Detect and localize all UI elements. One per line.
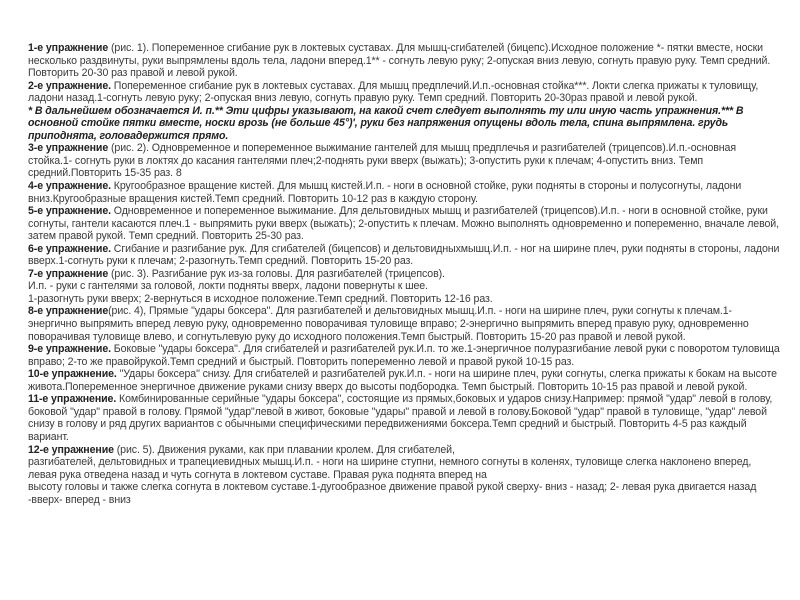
exercise-5 [28,205,780,243]
exercise-text: Кругообразное вращение кистей. Для мышц кистей.И.п. - ноги в основной стойке, руки подняты в стороны и полусогнуты, ладони вниз.Кругообразные вращения кистей.Темп средний. Повторить 10-12 раз в каждую сторону. [28,180,742,205]
exercise-7-start: И.п. - руки с гантелями за головой, локти подняты вверх, ладони повернуты к шее. [28,280,428,293]
exercise-10 [28,368,780,393]
exercise-title: 8-е упражнение [28,305,109,318]
exercise-12-start: разгибателей, дельтовидных и трапециевидных мышц.И.п. - ноги на ширине ступни, немного согнуты в коленях, туловище слегка наклонено вперед, левая рука отведена назад и чуть согнута в локтевом суставе. Правая рука поднята вперед на [28,456,752,481]
exercise-8 [28,305,780,343]
exercise-text: Комбинированные серийные "удары боксера", состоящие из прямых,боковых и ударов снизу.Например: прямой "удар" левой в голову, боковой "удар" правой в голову. Прямой "удар"левой в живот, боковые "удары" правой и левой в голову.Боковой "удар" правой в туловище, "удар" левой снизу в голову и ряд других вариантов с обычными специфическими передвижениями боксера.Темп средний и быстрый. Повторить 4-5 раз каждый вариант. [28,393,773,443]
exercise-title: 7-е упражнение [28,267,109,280]
exercise-text: Боковые "удары боксера". Для сгибателей и разгибателей рук.И.п. то же.1-энергичное полуразгибание левой руки с поворотом туловища вправо; 2-то же правойрукой.Темп средний и быстрый. Повторить попеременно левой и правой рукой 10-15 раз. [28,343,780,368]
exercise-11 [28,393,780,443]
exercise-title: 2-е упражнение. [28,79,111,92]
exercise-title: 1-е упражнение [28,42,109,54]
document-body [28,42,780,506]
exercise-text: (рис. 3). Разгибание рук из-за головы. Для разгибателей (трицепсов). [108,267,445,280]
exercise-6 [28,243,780,268]
exercise-title: 12-е упражнение [28,443,114,456]
exercise-text: "Удары боксера" снизу. Для сгибателей и разгибателей рук.И.п. - ноги на ширине плеч, руки согнуты, слегка прижаты к бокам на высоте живота.Попеременное энергичное движение руками снизу вверх до высоты подбородка. Темп быстрый. Повторить 10-15 раз правой и левой рукой. [28,368,777,393]
exercise-text: Попеременное сгибание рук в локтевых суставах. Для мышц предплечий.И.п.-основная стойка***. Локти слегка прижаты к туловищу, ладони назад.1-согнуть левую руку; 2-опуская вниз левую, согнуть правую руку. Темп средний. Повторить 20-30раз правой и левой рукой. [28,79,759,105]
exercise-1 [28,42,780,80]
exercise-title: 4-е упражнение. [28,180,111,193]
exercise-2 [28,80,780,105]
exercise-title: 3-е упражнение [28,142,109,155]
exercise-text: (рис. 5). Движения руками, как при плавании кролем. Для сгибателей, [113,443,455,456]
exercise-12-steps: высоту головы и также слегка согнута в локтевом суставе.1-дугообразное движение правой рукой сверху- вниз - назад; 2- левая рука двигается назад -вверх- вперед - вниз [28,481,757,506]
footnote: * В дальнейшем обозначается И. п.** Эти цифры указывают, на какой счет следует выполнять ту или иную часть упражнения.*** В основной стойке пятки вместе, носки врозь (не больше 45°)', руки без напряжения опущены вдоль тела, спина выпрямлена. грудь приподнята, головадержится прямо. [28,104,744,142]
exercise-text: (рис. 2). Одновременное и попеременное выжимание гантелей для мышц предплечья и разгибателей (трицепсов).И.п.-основная стойка.1- согнуть руки в локтях до касания гантелями плеч;2-поднять руки вверх (выжать); 3-опустить руки к плечам; 4-опустить вниз. Темп средний.Повторить 15-35 раз. 8 [28,142,736,180]
exercise-9 [28,343,780,368]
exercise-4 [28,180,780,205]
exercise-12 [28,444,780,457]
exercise-title: 11-е упражнение. [28,393,117,406]
exercise-text: Одновременное и попеременное выжимание. Для дельтовидных мышц и разгибателей (трицепсов).И.п. - ноги в основной стойке, руки согнуты, гантели касаются плеч.1 - выпрямить руки вверх (выжать); 2-опустить к плечам. Можно выполнять одновременно и попеременно, вначале левой, затем правой рукой. Темп средний. Повторить 25-30 раз. [28,205,779,243]
exercise-3 [28,142,780,180]
exercise-text: (рис. 4), Прямые "удары боксера". Для разгибателей и дельтовидных мышц.И.п. - ноги на ширине плеч, руки согнуты к плечам.1-энергично выпрямить вперед левую руку, одновременно поворачивая туловище вправо; 2-энергично выпрямить вперед правую руку, одновременно поворачивая туловище влево, и согнутьлевую руку до исходного положения.Темп быстрый. Повторить 15-20 раз правой и левой рукой. [28,305,749,343]
exercise-7 [28,268,780,281]
exercise-text: Сгибание и разгибание рук. Для сгибателей (бицепсов) и дельтовидныхмышц.И.п. - ног на ширине плеч, руки подняты в стороны, ладони вверх.1-согнуть руки к плечам; 2-разогнуть.Темп средний. Повторить 15-20 раз. [28,242,780,268]
exercise-text: (рис. 1). Попеременное сгибание рук в локтевых суставах. Для мышц-сгибателей (бицепс).Исходное положение *- пятки вместе, носки несколько раздвинуты, руки выпрямлены вдоль тела, ладони вперед.1** - согнуть левую руку; 2-опуская вниз левую, согнуть правую руку. Темп средний. Повторить 20-30 раз правой и левой рукой. [28,42,771,80]
exercise-title: 9-е упражнение. [28,343,111,356]
exercise-title: 6-е упражнение. [28,242,111,255]
exercise-title: 5-е упражнение. [28,205,111,218]
exercise-title: 10-е упражнение. [28,368,117,381]
exercise-7-steps: 1-разогнуть руки вверх; 2-вернуться в исходное положение.Темп средний. Повторить 12-16 раз. [28,292,493,305]
